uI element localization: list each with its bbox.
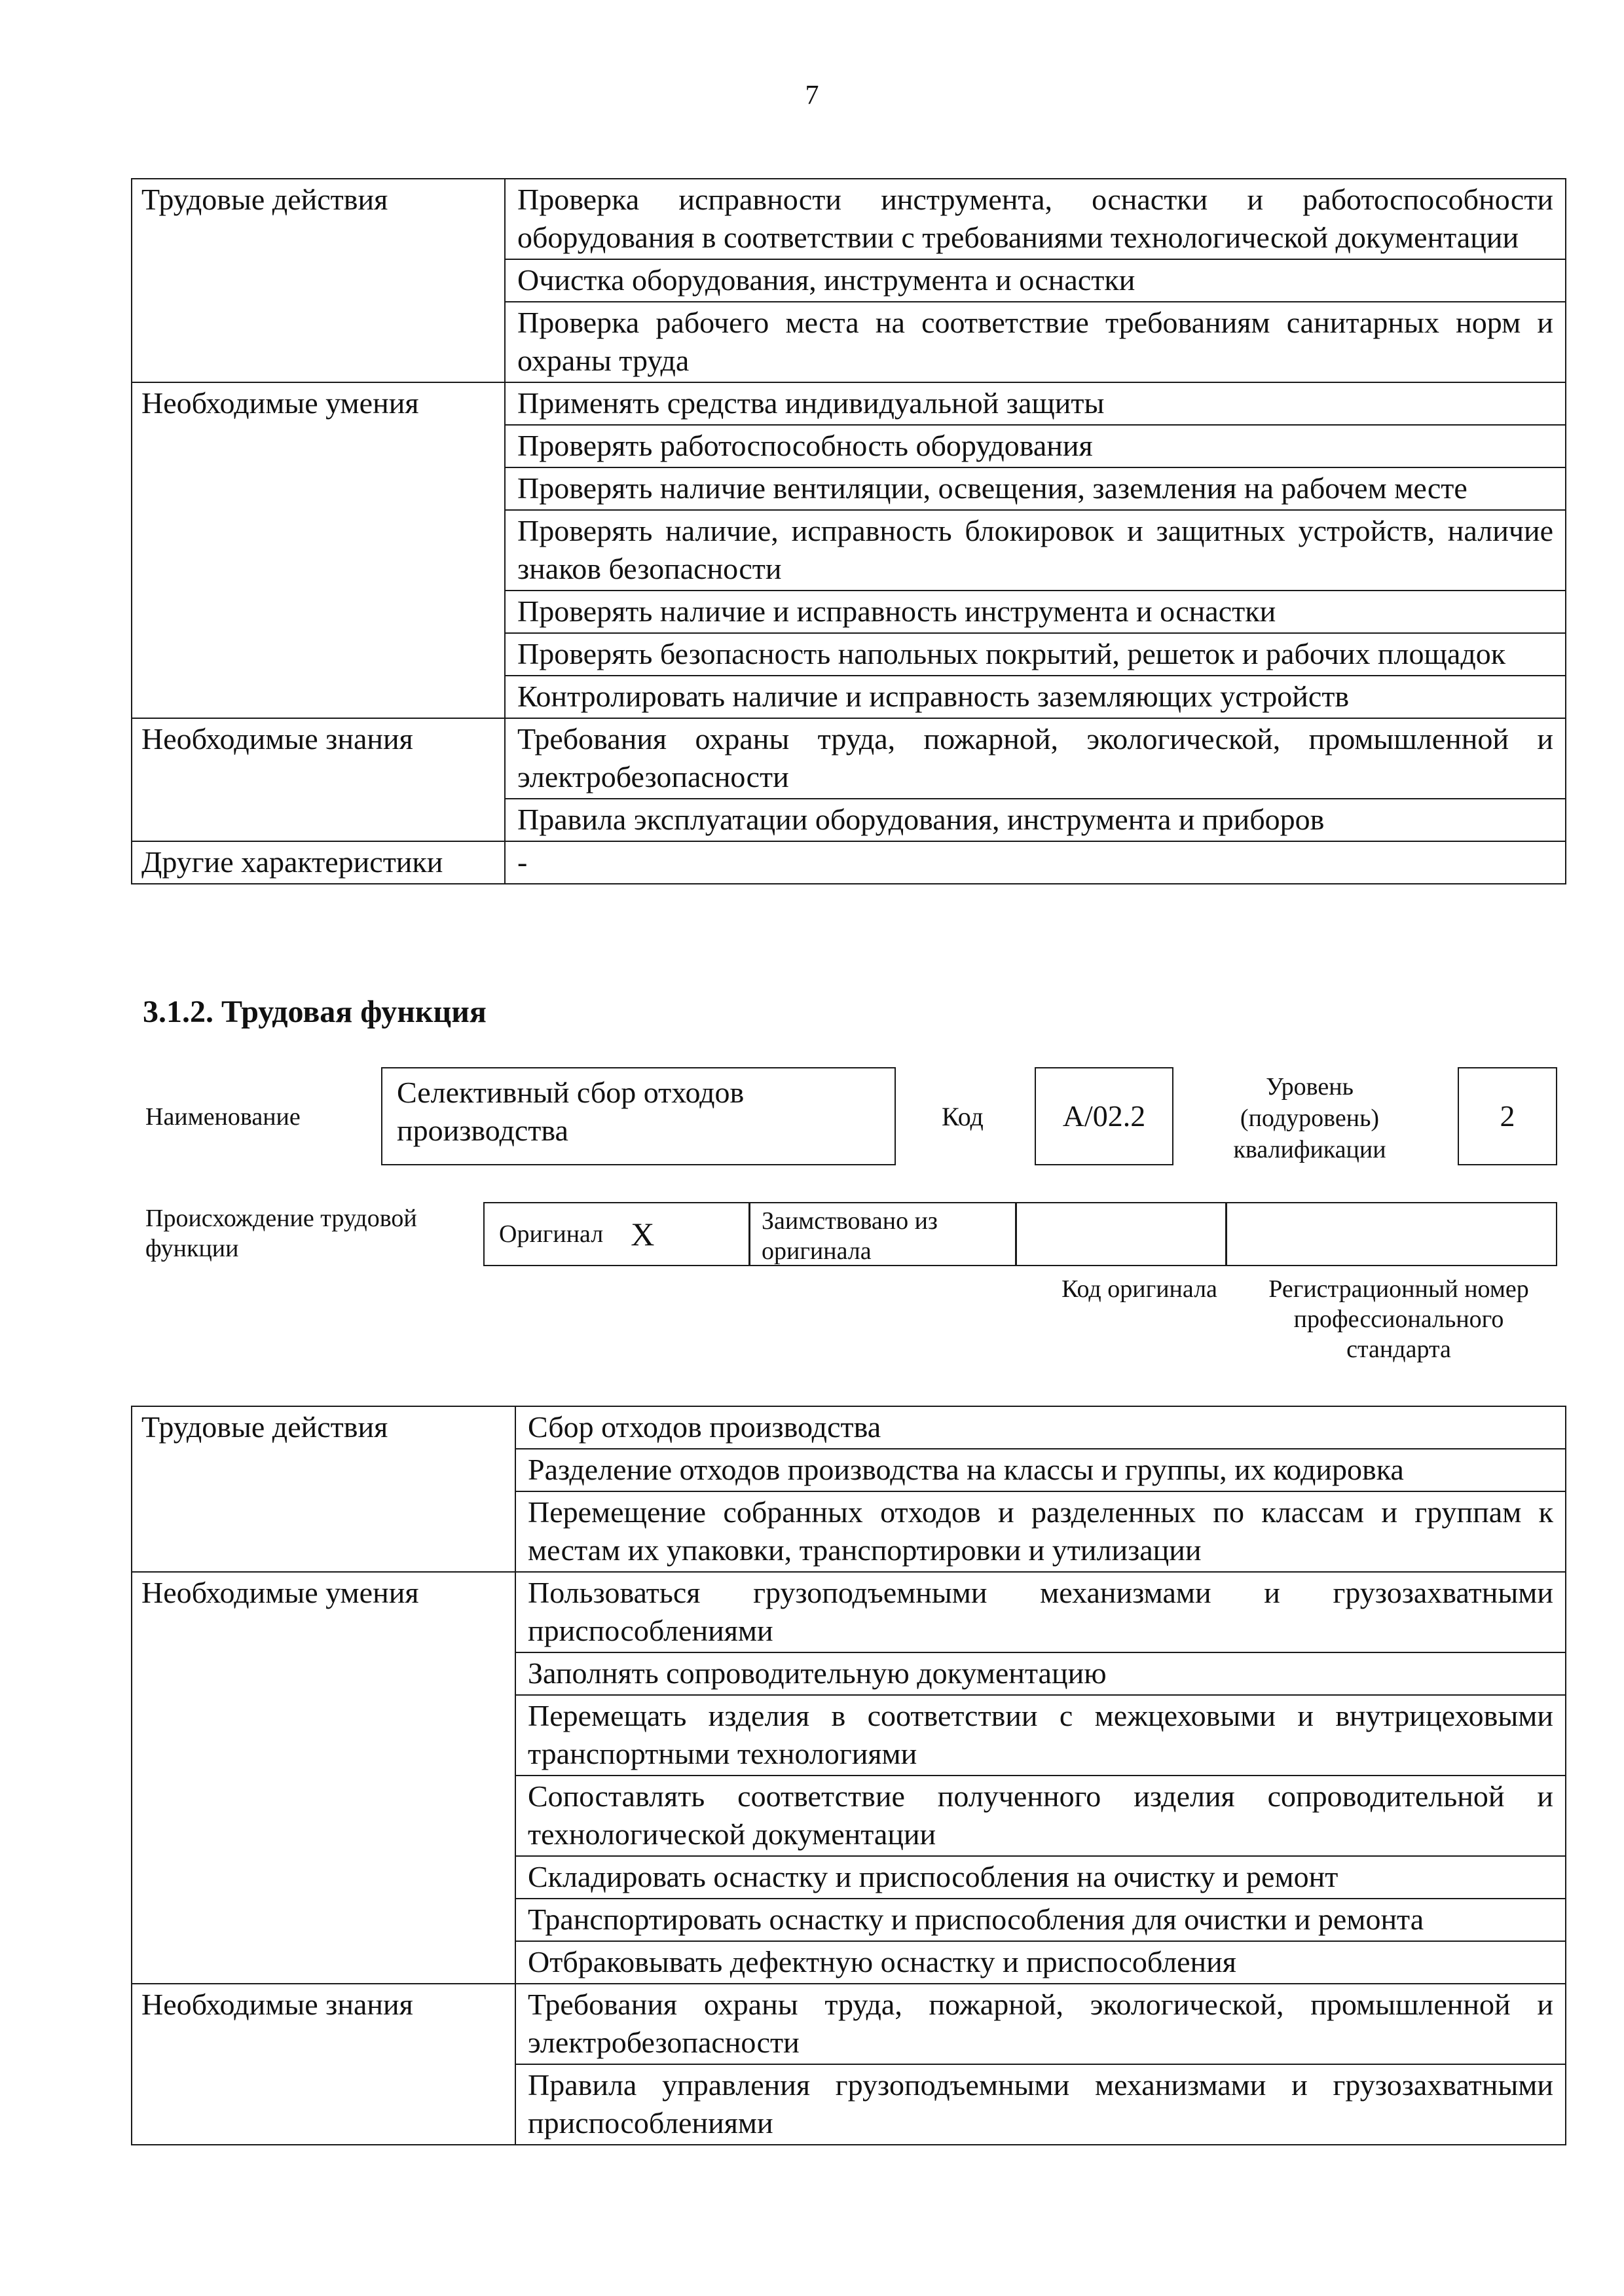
table-row: [132, 179, 1566, 259]
name-label: Наименование: [145, 1103, 301, 1131]
table-row: [132, 382, 1566, 425]
original-mark: X: [631, 1216, 655, 1252]
row-heading: Необходимые умения: [132, 1572, 515, 1984]
table-cell: Разделение отходов производства на классы и группы, их кодировка: [515, 1449, 1566, 1491]
table-row: [132, 1984, 1566, 2064]
table-row: [132, 718, 1566, 799]
labor-function-table-1: [131, 178, 1566, 884]
origin-borrowed-cell: [748, 1202, 1017, 1266]
row-heading: Трудовые действия: [132, 179, 505, 382]
table-cell: Проверка рабочего места на соответствие требованиям санитарных норм и охраны труда: [505, 302, 1566, 382]
section-title: 3.1.2. Трудовая функция: [143, 994, 487, 1029]
table-cell: Правила эксплуатации оборудования, инструмента и приборов: [505, 799, 1566, 841]
page-number: 7: [805, 81, 819, 111]
table-cell: Проверять наличие, исправность блокировок и защитных устройств, наличие знаков безопасности: [505, 510, 1566, 591]
code-box: [1035, 1067, 1173, 1165]
code-original-caption: Код оригинала: [1061, 1275, 1217, 1303]
origin-label: Происхождение трудовой функции: [145, 1205, 417, 1262]
code-original-cell: [1015, 1202, 1227, 1266]
row-heading: Трудовые действия: [132, 1406, 515, 1572]
table-row: [132, 1572, 1566, 1652]
table-cell: Транспортировать оснастку и приспособления для очистки и ремонта: [515, 1899, 1566, 1941]
table-cell: Складировать оснастку и приспособления на очистку и ремонт: [515, 1856, 1566, 1899]
table-row: [132, 841, 1566, 884]
table-cell: Сбор отходов производства: [515, 1406, 1566, 1449]
row-heading: Необходимые умения: [132, 382, 505, 718]
table-cell: Перемещение собранных отходов и разделенных по классам и группам к местам их упаковки, транспортировки и утилизации: [515, 1491, 1566, 1572]
origin-original-cell: [483, 1202, 750, 1266]
code-label: Код: [942, 1102, 984, 1131]
row-heading: Другие характеристики: [132, 841, 505, 884]
table-cell: Проверять безопасность напольных покрытий, решеток и рабочих площадок: [505, 633, 1566, 676]
qualification-level-value: 2: [1500, 1099, 1515, 1133]
function-name-value: Селективный сбор отходов производства: [397, 1076, 745, 1147]
table-cell: Перемещать изделия в соответствии с межцеховыми и внутрицеховыми транспортными технологиями: [515, 1695, 1566, 1776]
function-name-box: [381, 1067, 896, 1165]
table-row: [132, 1406, 1566, 1449]
table-cell: Применять средства индивидуальной защиты: [505, 382, 1566, 425]
qualification-level-box: [1458, 1067, 1557, 1165]
table-cell: Заполнять сопроводительную документацию: [515, 1652, 1566, 1695]
table-cell: Пользоваться грузоподъемными механизмами и грузозахватными приспособлениями: [515, 1572, 1566, 1652]
row-heading: Необходимые знания: [132, 718, 505, 841]
table-cell: Сопоставлять соответствие полученного изделия сопроводительной и технологической документации: [515, 1776, 1566, 1856]
row-heading: Необходимые знания: [132, 1984, 515, 2145]
reg-number-cell: [1225, 1202, 1557, 1266]
original-label: Оригинал: [499, 1220, 604, 1248]
table-cell: Проверять наличие и исправность инструмента и оснастки: [505, 591, 1566, 633]
code-value: A/02.2: [1062, 1099, 1146, 1133]
table-cell: Очистка оборудования, инструмента и оснастки: [505, 259, 1566, 302]
labor-function-table-2: [131, 1406, 1566, 2145]
table-cell: Требования охраны труда, пожарной, экологической, промышленной и электробезопасности: [515, 1984, 1566, 2064]
table-cell: -: [505, 841, 1566, 884]
reg-number-caption: Регистрационный номер профессионального стандарта: [1268, 1275, 1529, 1363]
table-cell: Контролировать наличие и исправность заземляющих устройств: [505, 676, 1566, 718]
borrowed-label: Заимствовано из оригинала: [762, 1207, 938, 1265]
table-cell: Проверка исправности инструмента, оснастки и работоспособности оборудования в соответствии с требованиями технологической документации: [505, 179, 1566, 259]
table-cell: Отбраковывать дефектную оснастку и приспособления: [515, 1941, 1566, 1984]
qualification-level-label: Уровень (подуровень) квалификации: [1233, 1073, 1386, 1163]
table-cell: Проверять работоспособность оборудования: [505, 425, 1566, 467]
table-cell: Требования охраны труда, пожарной, экологической, промышленной и электробезопасности: [505, 718, 1566, 799]
table-cell: Проверять наличие вентиляции, освещения, заземления на рабочем месте: [505, 467, 1566, 510]
origin-row: [483, 1202, 1557, 1266]
table-cell: Правила управления грузоподъемными механизмами и грузозахватными приспособлениями: [515, 2064, 1566, 2145]
